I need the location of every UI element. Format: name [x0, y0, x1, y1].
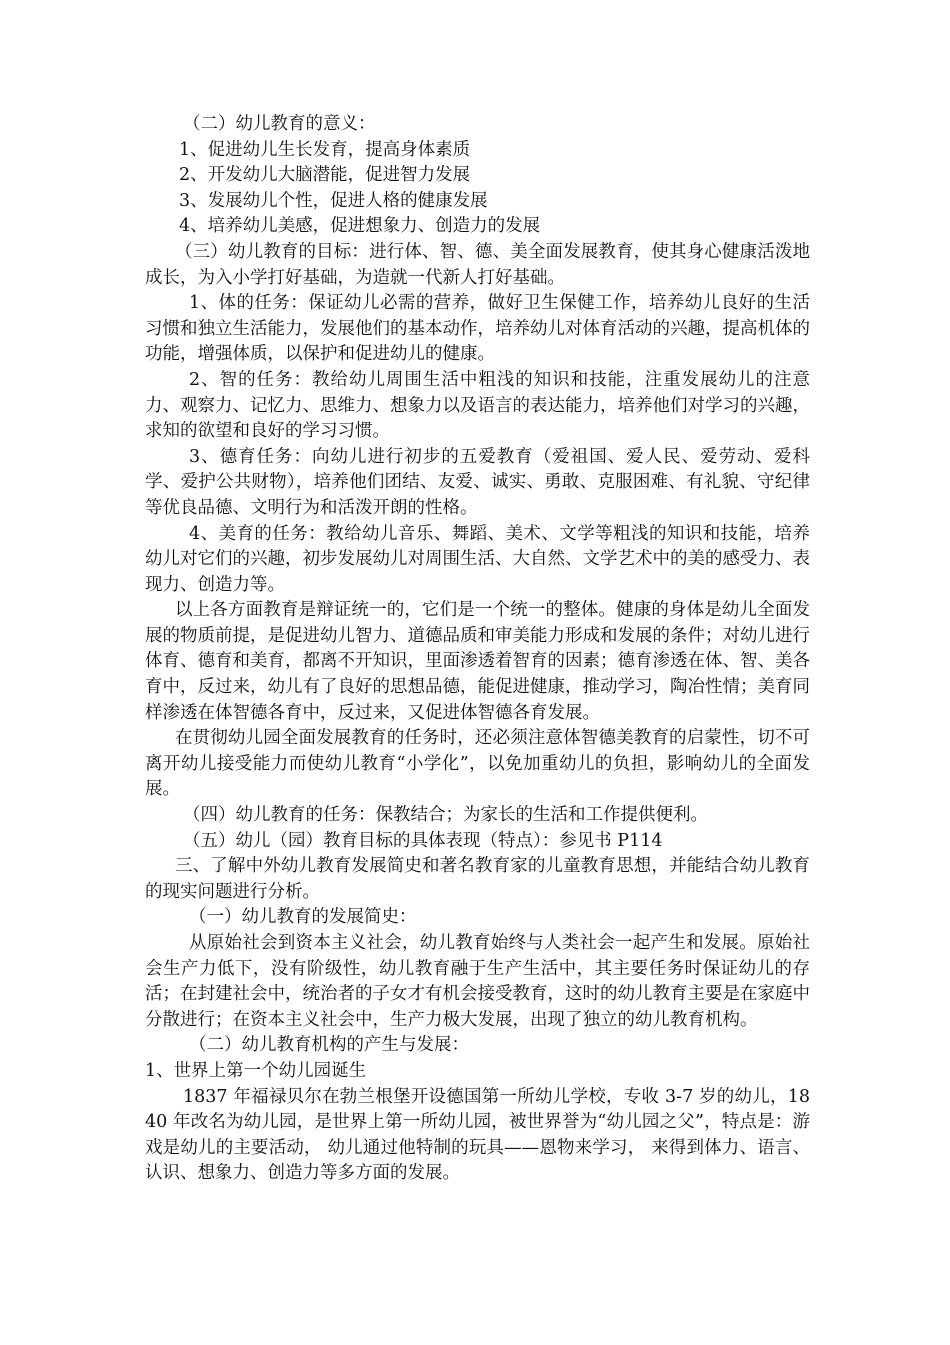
section-heading-history: 三、了解中外幼儿教育发展简史和著名教育家的儿童教育思想，并能结合幼儿教育的现实问题进行分析。 — [145, 856, 810, 902]
subsection-heading-brief-history: （一）幼儿教育的发展简史： — [189, 907, 417, 928]
paragraph-physical-task: 1、体的任务：保证幼儿必需的营养，做好卫生保健工作，培养幼儿良好的生活习惯和独立生活能力，发展他们的基本动作，培养幼儿对体育活动的兴趣，提高机体的功能，增强体质，以保护和促进幼儿的健康。 — [145, 293, 810, 365]
paragraph-intellectual-task: 2、智的任务：教给幼儿周围生活中粗浅的知识和技能，注重发展幼儿的注意力、观察力、记忆力、思维力、想象力以及语言的表达能力，培养他们对学习的兴趣，求知的欲望和良好的学习习惯。 — [145, 369, 810, 442]
paragraph-implementation: 在贯彻幼儿园全面发展教育的任务时，还必须注意体智德美教育的启蒙性，切不可离开幼儿接受能力而使幼儿教育“小学化”，以免加重幼儿的负担，影响幼儿的全面发展。 — [145, 728, 810, 800]
paragraph-aesthetic-task: 4、美育的任务：教给幼儿音乐、舞蹈、美术、文学等粗浅的知识和技能，培养幼儿对它们的兴趣，初步发展幼儿对周围生活、大自然、文学艺术中的美的感受力、表现力、创造力等。 — [145, 523, 810, 595]
list-item: 4、培养幼儿美感，促进想象力、创造力的发展 — [179, 216, 541, 237]
paragraph-unity: 以上各方面教育是辩证统一的，它们是一个统一的整体。健康的身体是幼儿全面发展的物质前提，是促进幼儿智力、道德品质和审美能力形成和发展的条件；对幼儿进行体育、德育和美育，都离不开知识，里面渗透着智育的因素；德育渗透在体、智、美各育中，反过来，幼儿有了良好的思想品德，能促进健康，推动学习，陶冶性情；美育同样渗透在体智德各育中，反过来，又促进体智德各育发展。 — [145, 600, 810, 723]
document-body — [145, 112, 810, 1187]
list-item: 3、发展幼儿个性，促进人格的健康发展 — [179, 190, 488, 211]
paragraph-history: 从原始社会到资本主义社会，幼儿教育始终与人类社会一起产生和发展。原始社会生产力低下，没有阶级性，幼儿教育融于生产生活中，其主要任务时保证幼儿的存活；在封建社会中，统治者的子女才有机会接受教育，这时的幼儿教育主要是在家庭中分散进行；在资本主义社会中，生产力极大发展，出现了独立的幼儿教育机构。 — [145, 933, 810, 1030]
list-item-first-kindergarten: 1、世界上第一个幼儿园诞生 — [145, 1060, 367, 1081]
paragraph-froebel: 1837 年福禄贝尔在勃兰根堡开设德国第一所幼儿学校，专收 3-7 岁的幼儿，1840 年改名为幼儿园，是世界上第一所幼儿园，被世界誉为“幼儿园之父”，特点是：游戏是幼儿的主要活动， 幼儿通过他特制的玩具——恩物来学习， 来得到体力、语言、认识、想象力、创造力等多方面的发展。 — [145, 1086, 810, 1184]
section-heading-tasks: （四）幼儿教育的任务：保教结合；为家长的生活和工作提供便利。 — [183, 805, 708, 826]
list-item: 1、促进幼儿生长发育，提高身体素质 — [179, 139, 471, 160]
section-heading-significance: （二）幼儿教育的意义： — [183, 114, 376, 134]
section-heading-goal-features: （五）幼儿（园）教育目标的具体表现（特点）：参见书 P114 — [183, 830, 663, 851]
paragraph-moral-task: 3、德育任务：向幼儿进行初步的五爱教育（爱祖国、爱人民、爱劳动、爱科学、爱护公共财物），培养他们团结、友爱、诚实、勇敢、克服困难、有礼貌、守纪律等优良品德、文明行为和活泼开朗的性格。 — [145, 446, 810, 518]
subsection-heading-institutions: （二）幼儿教育机构的产生与发展： — [189, 1035, 469, 1056]
paragraph-goals: （三）幼儿教育的目标：进行体、智、德、美全面发展教育，使其身心健康活泼地成长，为入小学打好基础，为造就一代新人打好基础。 — [145, 241, 810, 288]
list-item: 2、开发幼儿大脑潜能，促进智力发展 — [179, 165, 471, 186]
